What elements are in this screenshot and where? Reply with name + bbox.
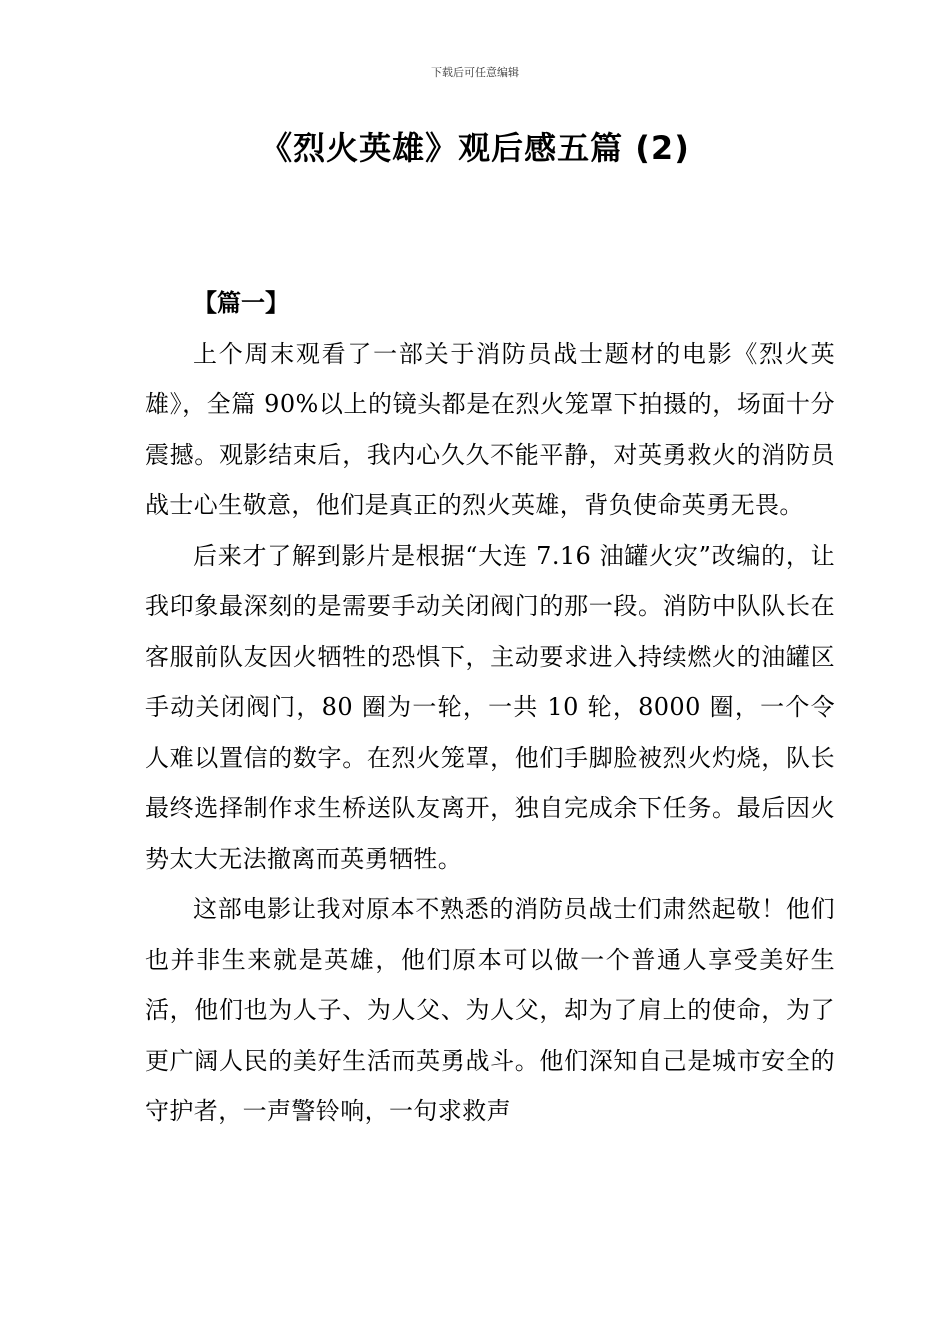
paragraph: 后来才了解到影片是根据“大连 7.16 油罐火灾”改编的，让我印象最深刻的是需要手动关闭阀门的那一段。消防中队队长在客服前队友因火牺牲的恐惧下，主动要求进入持续燃火的油罐区手动关闭阀门，80 圈为一轮，一共 10 轮，8000 圈，一个令人难以置信的数字。在烈火笼罩，他们手脚脸被烈火灼烧，队长最终选择制作求生桥送队友离开，独自完成余下任务。最后因火势太大无法撤离而英勇牺牲。 xyxy=(145,541,835,873)
document-title: 《烈火英雄》观后感五篇 (2) xyxy=(260,129,690,167)
paragraph: 上个周末观看了一部关于消防员战士题材的电影《烈火英雄》，全篇 90%以上的镜头都是在烈火笼罩下拍摄的，场面十分震撼。观影结束后，我内心久久不能平静，对英勇救火的消防员战士心生敬意，他们是真正的烈火英雄，背负使命英勇无畏。 xyxy=(145,339,835,519)
document-body xyxy=(145,278,835,1137)
header-note: 下载后可任意编辑 xyxy=(431,66,519,79)
section-heading: 【篇一】 xyxy=(193,288,289,317)
paragraph: 这部电影让我对原本不熟悉的消防员战士们肃然起敬！他们也并非生来就是英雄，他们原本可以做一个普通人享受美好生活，他们也为人子、为人父、为人父，却为了肩上的使命，为了更广阔人民的美好生活而英勇战斗。他们深知自己是城市安全的守护者，一声警铃响，一句求救声 xyxy=(145,895,835,1125)
